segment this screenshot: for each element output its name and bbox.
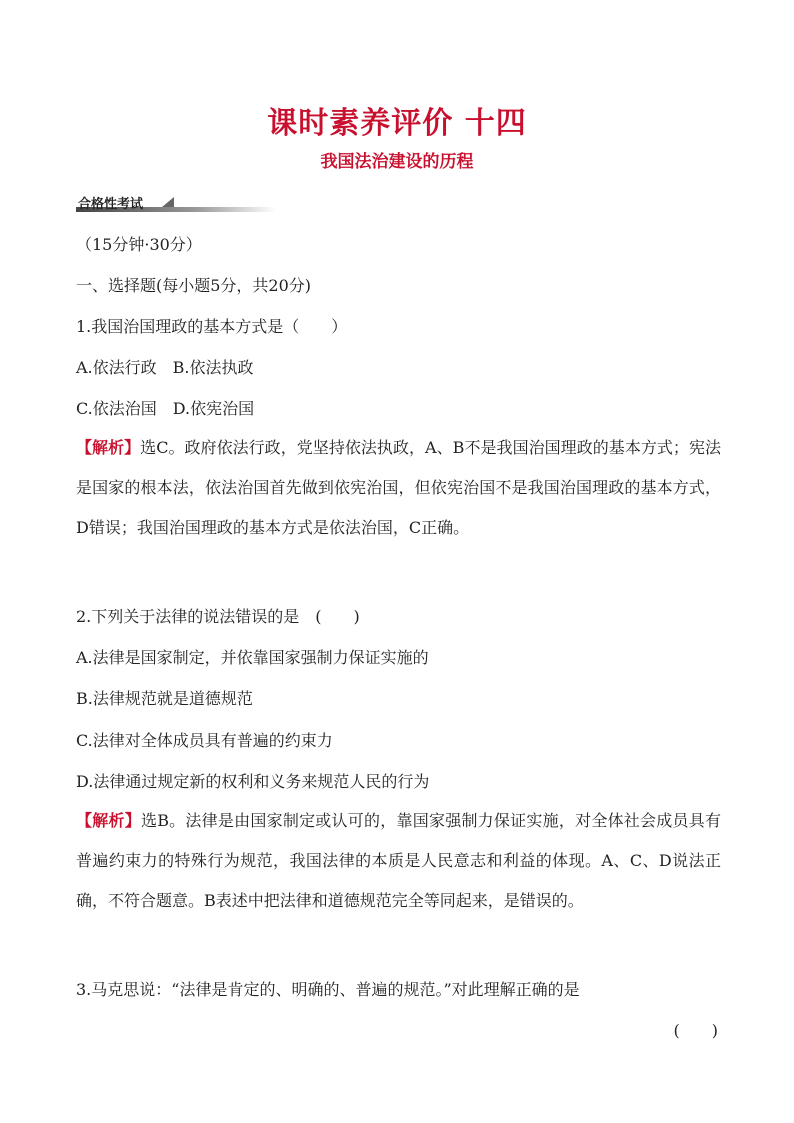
q1-options-cd: C.依法治国 D.依宪治国: [76, 399, 255, 418]
section-tag: [76, 193, 276, 213]
page-subtitle: 我国法治建设的历程: [320, 152, 474, 172]
q2-analysis: [76, 801, 721, 921]
q2-analysis-tag: 【解析】: [76, 811, 141, 830]
q1-options-ab: A.依法行政 B.依法执政: [76, 358, 254, 377]
q1-stem: 1.我国治国理政的基本方式是（ ）: [76, 317, 348, 336]
section-tag-wedge: [162, 197, 174, 207]
q1-analysis: [76, 428, 721, 548]
q2-option-c: C.法律对全体成员具有普遍的约束力: [76, 731, 333, 750]
q3-stem: 3.马克思说：“法律是肯定的、明确的、普遍的规范。”对此理解正确的是: [76, 980, 580, 999]
q3-answer-paren: ( ): [673, 1021, 718, 1040]
q2-stem: 2.下列关于法律的说法错误的是 ( ): [76, 607, 360, 626]
q2-option-b: B.法律规范就是道德规范: [76, 689, 253, 708]
q2-option-a: A.法律是国家制定，并依靠国家强制力保证实施的: [76, 648, 429, 667]
page-title: 课时素养评价 十四: [267, 106, 527, 141]
time-score: （15分钟·30分）: [76, 235, 202, 254]
section-label: 合格性考试: [78, 197, 144, 212]
q1-analysis-tag: 【解析】: [76, 438, 141, 457]
q2-analysis-text: 选B。法律是由国家制定或认可的，靠国家强制力保证实施，对全体社会成员具有普遍约束力的特殊行为规范，我国法律的本质是人民意志和利益的体现。A、C、D说法正确，不符合题意。B表述中把法律和道德规范完全等同起来，是错误的。: [76, 811, 721, 910]
q2-option-d: D.法律通过规定新的权利和义务来规范人民的行为: [76, 772, 430, 791]
q1-analysis-text: 选C。政府依法行政，党坚持依法执政，A、B不是我国治国理政的基本方式；宪法是国家的根本法，依法治国首先做到依宪治国，但依宪治国不是我国治国理政的基本方式，D错误；我国治国理政的基本方式是依法治国，C正确。: [76, 438, 721, 537]
part-heading: 一、选择题(每小题5分，共20分): [76, 276, 312, 295]
